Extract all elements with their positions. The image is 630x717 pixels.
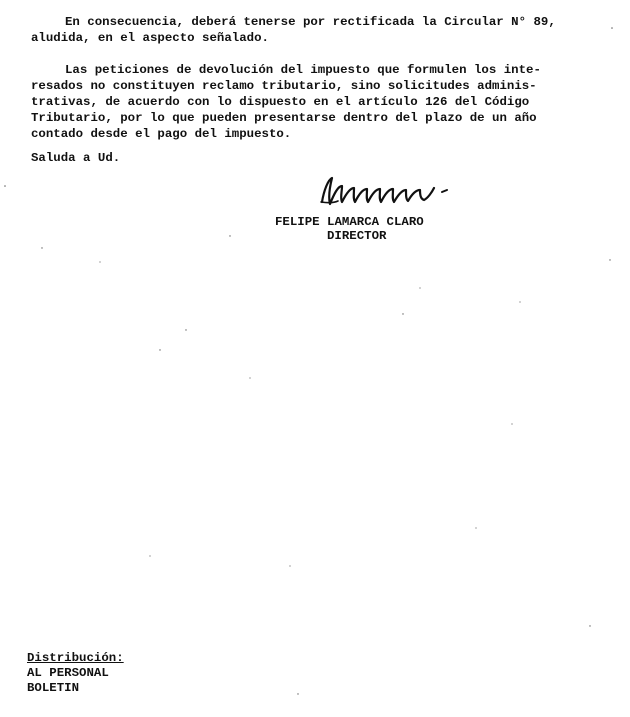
signature-image: [318, 172, 458, 212]
paragraph-1-line-1: En consecuencia, deberá tenerse por rectificada la Circular N° 89,: [65, 15, 556, 29]
paragraph-2-line-1: Las peticiones de devolución del impuesto que formulen los inte-: [65, 63, 541, 77]
signatory-name: FELIPE LAMARCA CLARO: [275, 215, 424, 229]
paragraph-2-line-4: Tributario, por lo que pueden presentarse dentro del plazo de un año: [31, 111, 537, 125]
paragraph-1-line-2: aludida, en el aspecto señalado.: [31, 31, 269, 45]
signatory-title: DIRECTOR: [327, 229, 387, 243]
paragraph-2-line-2: resados no constituyen reclamo tributario, sino solicitudes adminis-: [31, 79, 537, 93]
distribution-item-personal: AL PERSONAL: [27, 666, 109, 680]
distribution-item-boletin: BOLETIN: [27, 681, 80, 695]
paragraph-2-line-3: trativas, de acuerdo con lo dispuesto en el artículo 126 del Código: [31, 95, 530, 109]
closing-salutation: Saluda a Ud.: [31, 151, 121, 165]
distribution-heading: Distribución:: [27, 651, 124, 665]
paragraph-2-line-5: contado desde el pago del impuesto.: [31, 127, 292, 141]
